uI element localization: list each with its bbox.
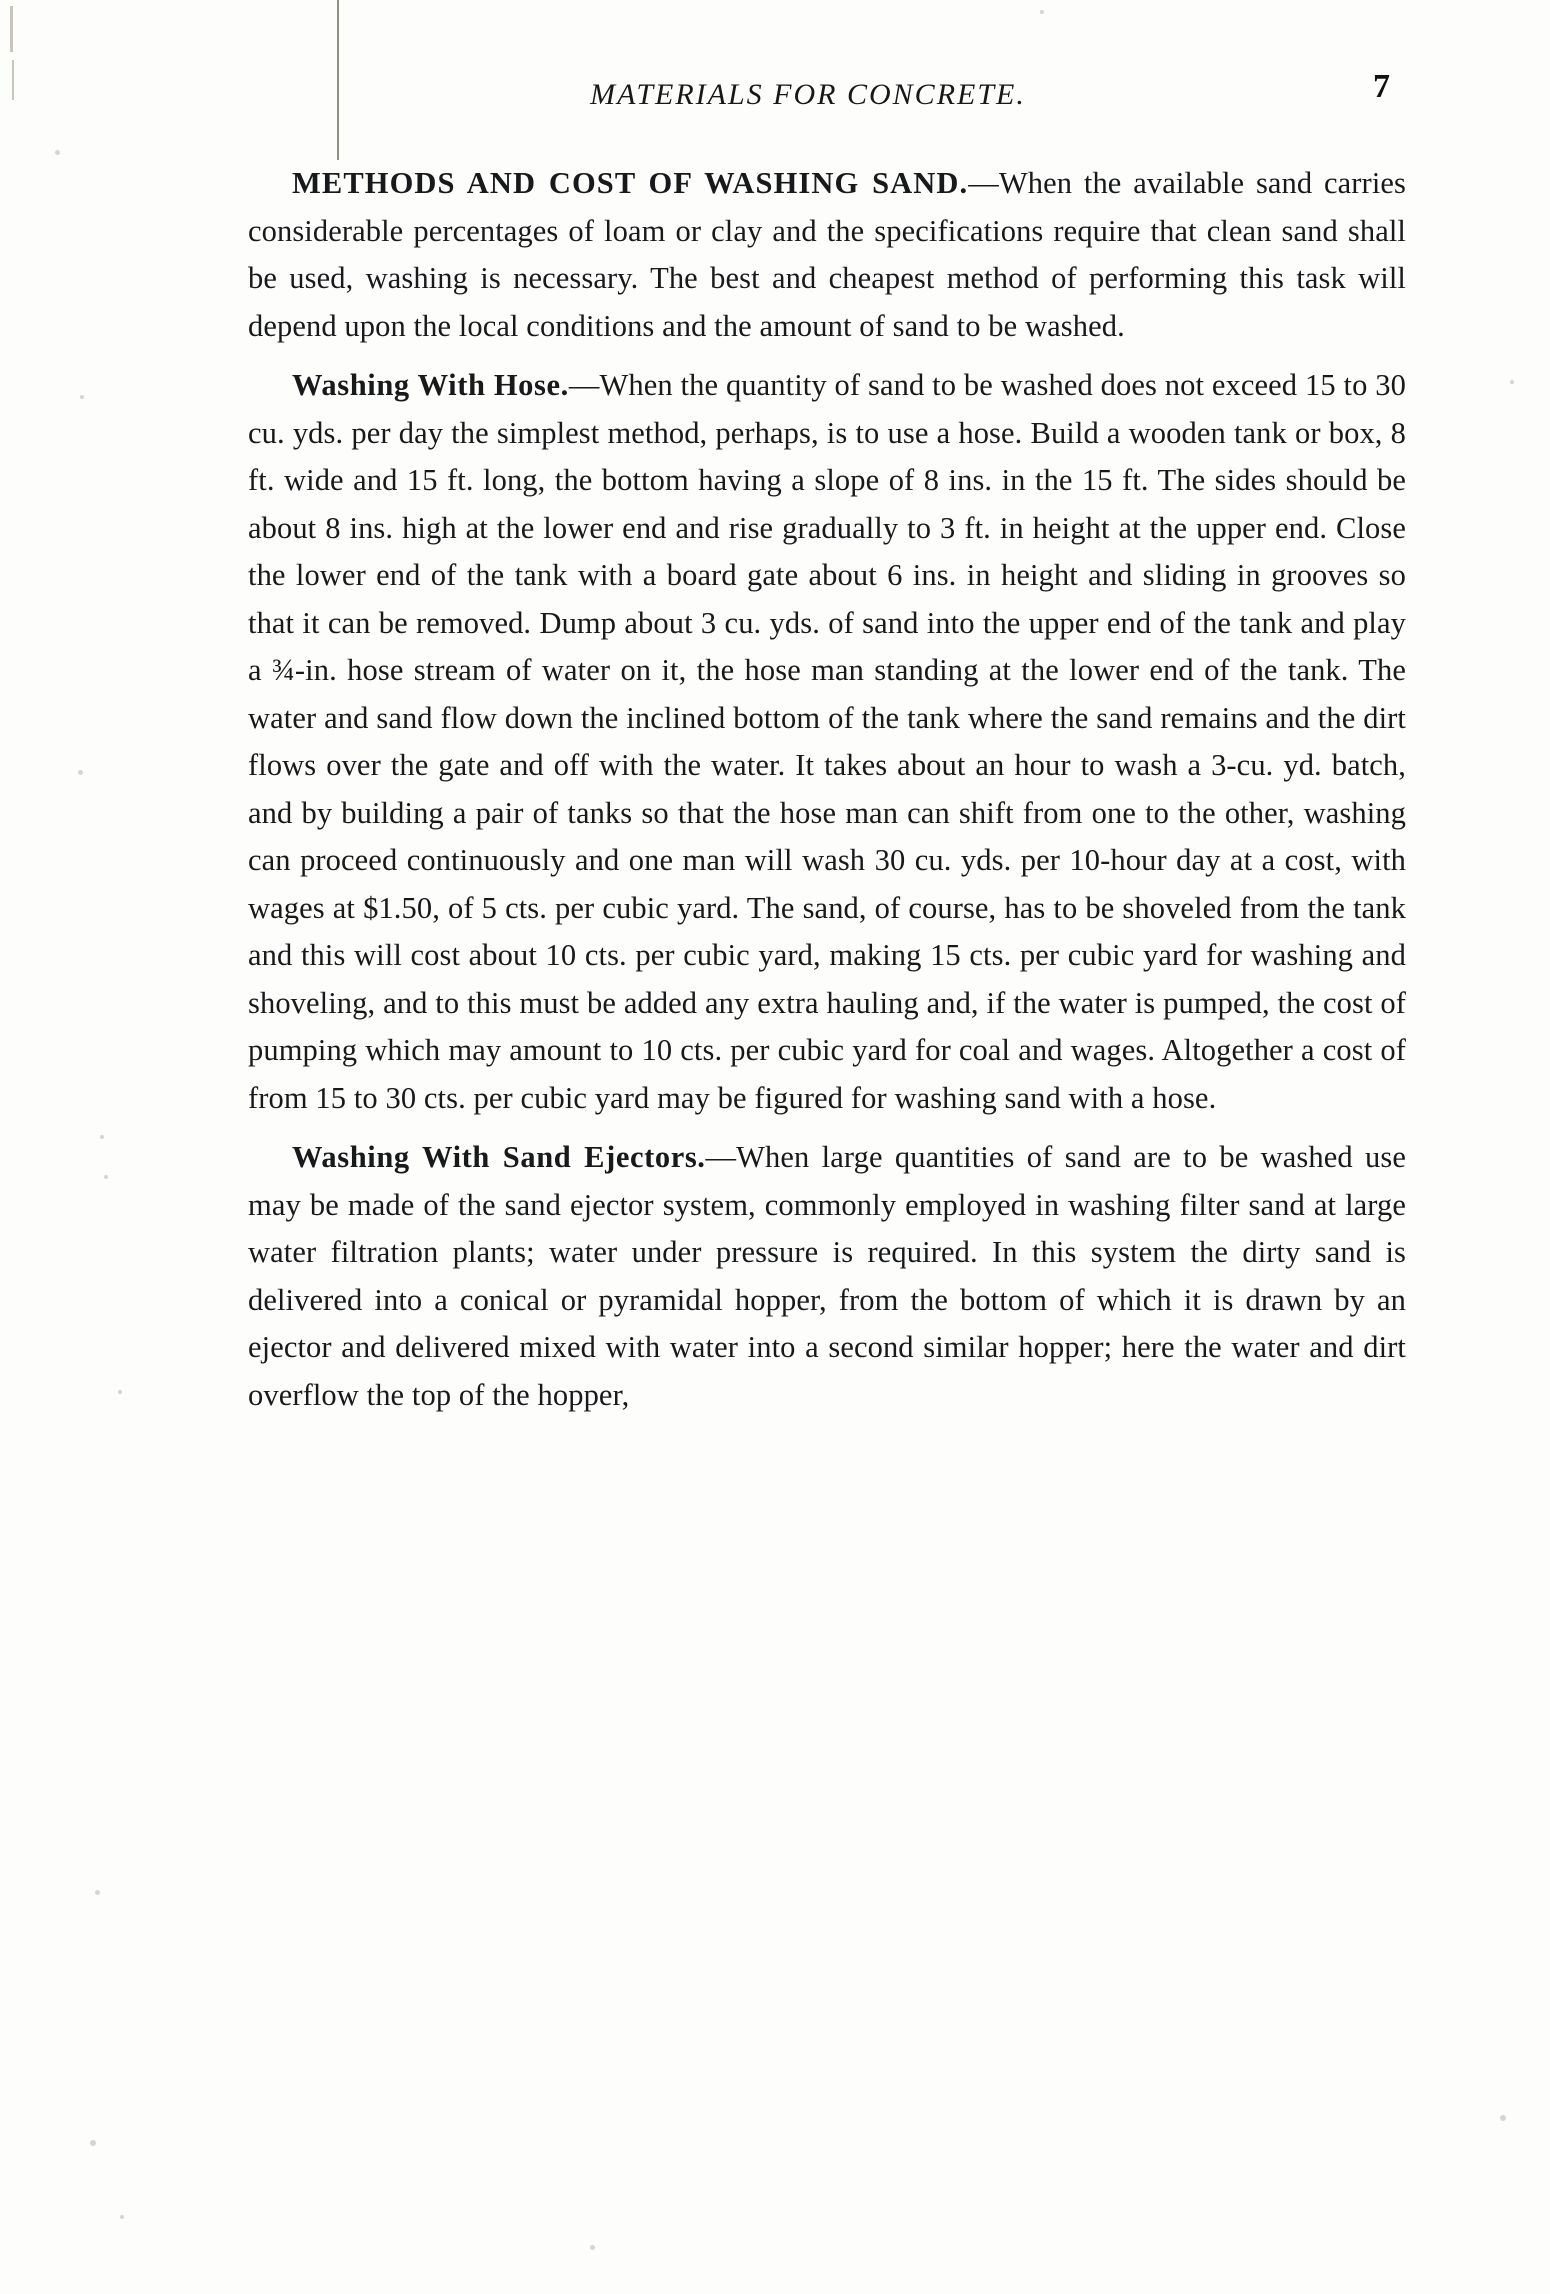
run-in-heading-hose: Washing With Hose.	[292, 368, 569, 402]
page-header	[248, 78, 1368, 112]
run-in-heading-methods: METHODS AND COST OF WASHING SAND.	[292, 166, 969, 200]
em-dash: —	[705, 1140, 737, 1174]
speck	[1040, 10, 1044, 14]
paragraph-washing-with-sand-ejectors	[248, 1134, 1406, 1419]
paragraph-text: When the available sand carries considerable percentages of loam or clay and the specifications require that clean sand shall be used, washing is necessary. The best and cheapest method of performing this task will depend upon the local conditions and the amount of sand to be washed.	[248, 166, 1406, 343]
body-text-column	[248, 160, 1406, 1431]
em-dash: —	[968, 166, 999, 200]
speck	[100, 1135, 104, 1139]
running-title: MATERIALS FOR CONCRETE.	[590, 78, 1026, 111]
edge-mark-left-upper	[12, 60, 14, 100]
speck	[1510, 380, 1514, 384]
speck	[80, 395, 84, 399]
speck	[90, 2140, 96, 2146]
paragraph-washing-with-hose	[248, 362, 1406, 1122]
run-in-heading-ejectors: Washing With Sand Ejectors.	[292, 1140, 706, 1174]
em-dash: —	[568, 368, 600, 402]
speck	[104, 1175, 108, 1179]
paragraph-text: When large quantities of sand are to be washed use may be made of the sand ejector system, commonly employed in washing filter sand at large water filtration plants; water under pressure is required. In this system the dirty sand is delivered into a conical or pyramidal hopper, from the bottom of which it is drawn by an ejector and delivered mixed with water into a second similar hopper; here the water and dirt overflow the top of the hopper,	[248, 1140, 1406, 1412]
speck	[120, 2215, 124, 2219]
speck	[118, 1390, 122, 1394]
speck	[590, 2245, 595, 2250]
speck	[55, 150, 60, 155]
page-number: 7	[1373, 68, 1390, 105]
speck	[78, 770, 83, 775]
speck	[1500, 2115, 1506, 2121]
speck	[95, 1890, 100, 1895]
paragraph-text: When the quantity of sand to be washed does not exceed 15 to 30 cu. yds. per day the simplest method, perhaps, is to use a hose. Build a wooden tank or box, 8 ft. wide and 15 ft. long, the bottom having a slope of 8 ins. in the 15 ft. The sides should be about 8 ins. high at the lower end and rise gradually to 3 ft. in height at the upper end. Close the lower end of the tank with a board gate about 6 ins. in height and sliding in grooves so that it can be removed. Dump about 3 cu. yds. of sand into the upper end of the tank and play a ¾-in. hose stream of water on it, the hose man standing at the lower end of the tank. The water and sand flow down the inclined bottom of the tank where the sand remains and the dirt flows over the gate and off with the water. It takes about an hour to wash a 3-cu. yd. batch, and by building a pair of tanks so that the hose man can shift from one to the other, washing can proceed continuously and one man will wash 30 cu. yds. per 10-hour day at a cost, with wages at $1.50, of 5 cts. per cubic yard. The sand, of course, has to be shoveled from the tank and this will cost about 10 cts. per cubic yard, making 15 cts. per cubic yard for washing and shoveling, and to this must be added any extra hauling and, if the water is pumped, the cost of pumping which may amount to 10 cts. per cubic yard for coal and wages. Altogether a cost of from 15 to 30 cts. per cubic yard may be figured for washing sand with a hose.	[248, 368, 1406, 1115]
paragraph-methods-and-cost	[248, 160, 1406, 350]
edge-mark-top-left	[10, 6, 13, 52]
